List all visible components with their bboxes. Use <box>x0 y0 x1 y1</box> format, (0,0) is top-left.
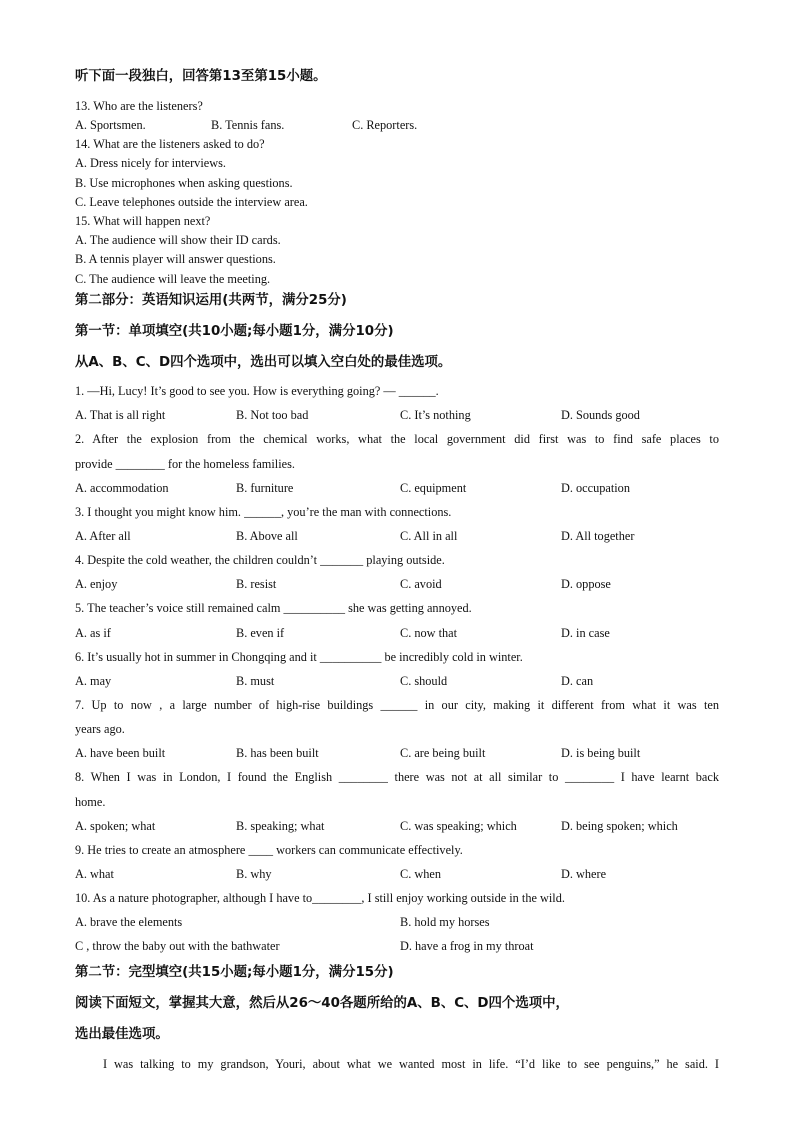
option-d: D. in case <box>561 626 610 640</box>
question-15-stem: 15. What will happen next? <box>75 214 211 228</box>
question-14-option-b: B. Use microphones when asking questions. <box>75 176 293 190</box>
option-c: C. now that <box>400 626 458 640</box>
section2-instruction-line2: 选出最佳选项。 <box>75 1027 169 1042</box>
listening-heading: 听下面一段独白，回答第13至第15小题。 <box>75 69 327 84</box>
mc-question-4-options <box>0 577 794 592</box>
option-a: A. spoken; what <box>75 819 156 833</box>
mc-question-2-options <box>0 481 794 496</box>
mc-question-2-stem-line2: provide ________ for the homeless families. <box>75 457 295 471</box>
option-c: C. was speaking; which <box>400 819 517 833</box>
option-d: D. have a frog in my throat <box>400 939 534 953</box>
option-b: B. must <box>236 674 275 688</box>
option-b: B. speaking; what <box>236 819 325 833</box>
mc-question-10-options-row1 <box>0 915 794 930</box>
option-d: D. All together <box>561 529 635 543</box>
option-d: D. Sounds good <box>561 408 640 422</box>
mc-question-1-options <box>0 408 794 423</box>
mc-question-1-stem: 1. —Hi, Lucy! It’s good to see you. How is everything going? — ______. <box>75 384 439 398</box>
option-a: A. enjoy <box>75 577 118 591</box>
option-c: C. Reporters. <box>352 118 418 132</box>
option-c: C. when <box>400 867 441 881</box>
question-15-option-a: A. The audience will show their ID cards. <box>75 233 281 247</box>
option-c: C. are being built <box>400 746 486 760</box>
mc-question-7-stem-line1: 7. Up to now , a large number of high-rise buildings ______ in our city, making it different from what it was ten <box>75 698 719 712</box>
option-c: C , throw the baby out with the bathwater <box>75 939 280 953</box>
option-d: D. oppose <box>561 577 611 591</box>
mc-question-10-stem: 10. As a nature photographer, although I have to________, I still enjoy working outside in the wild. <box>75 891 565 905</box>
mc-question-9-stem: 9. He tries to create an atmosphere ____ workers can communicate effectively. <box>75 843 463 857</box>
mc-question-3-stem: 3. I thought you might know him. ______, you’re the man with connections. <box>75 505 452 519</box>
option-b: B. hold my horses <box>400 915 490 929</box>
option-a: A. as if <box>75 626 111 640</box>
option-a: A. accommodation <box>75 481 169 495</box>
mc-question-5-stem: 5. The teacher’s voice still remained calm __________ she was getting annoyed. <box>75 601 472 615</box>
option-b: B. resist <box>236 577 277 591</box>
option-b: B. Above all <box>236 529 298 543</box>
mc-question-5-options <box>0 626 794 641</box>
mc-question-4-stem: 4. Despite the cold weather, the children couldn’t _______ playing outside. <box>75 553 445 567</box>
question-15-option-b: B. A tennis player will answer questions. <box>75 252 276 266</box>
question-15-option-c: C. The audience will leave the meeting. <box>75 272 271 286</box>
mc-question-8-options <box>0 819 794 834</box>
mc-question-8-stem-line2: home. <box>75 795 106 809</box>
option-d: D. being spoken; which <box>561 819 678 833</box>
option-c: C. All in all <box>400 529 458 543</box>
option-a: A. After all <box>75 529 131 543</box>
mc-question-8-stem-line1: 8. When I was in London, I found the English ________ there was not at all similar to ________ I have learnt back <box>75 770 719 784</box>
option-a: A. Sportsmen. <box>75 118 146 132</box>
section1-title: 第一节：单项填空(共10小题;每小题1分，满分10分) <box>75 324 394 339</box>
question-13-options <box>0 118 794 133</box>
option-a: A. what <box>75 867 114 881</box>
section2-instruction-line1: 阅读下面短文，掌握其大意，然后从26～40各题所给的A、B、C、D四个选项中， <box>75 996 569 1011</box>
mc-question-6-options <box>0 674 794 689</box>
option-b: B. why <box>236 867 272 881</box>
option-d: D. where <box>561 867 607 881</box>
option-c: C. equipment <box>400 481 467 495</box>
option-a: A. have been built <box>75 746 166 760</box>
question-13-stem: 13. Who are the listeners? <box>75 99 203 113</box>
section1-instruction: 从A、B、C、D四个选项中，选出可以填入空白处的最佳选项。 <box>75 355 452 370</box>
option-c: C. It’s nothing <box>400 408 471 422</box>
mc-question-6-stem: 6. It’s usually hot in summer in Chongqing and it __________ be incredibly cold in winter. <box>75 650 523 664</box>
option-b: B. Tennis fans. <box>211 118 285 132</box>
option-d: D. can <box>561 674 594 688</box>
option-b: B. furniture <box>236 481 294 495</box>
option-c: C. avoid <box>400 577 442 591</box>
option-c: C. should <box>400 674 448 688</box>
option-b: B. Not too bad <box>236 408 309 422</box>
mc-question-3-options <box>0 529 794 544</box>
option-b: B. even if <box>236 626 285 640</box>
mc-question-7-stem-line2: years ago. <box>75 722 125 736</box>
part2-title: 第二部分：英语知识运用(共两节，满分25分) <box>75 293 347 308</box>
mc-question-9-options <box>0 867 794 882</box>
passage-first-line: I was talking to my grandson, Youri, about what we wanted most in life. “I’d like to see penguins,” he said. I <box>103 1057 719 1071</box>
option-d: D. is being built <box>561 746 641 760</box>
option-a: A. That is all right <box>75 408 166 422</box>
option-d: D. occupation <box>561 481 630 495</box>
option-a: A. may <box>75 674 112 688</box>
mc-question-2-stem-line1: 2. After the explosion from the chemical works, what the local government did first was to find safe places to <box>75 432 719 446</box>
option-b: B. has been built <box>236 746 319 760</box>
mc-question-7-options <box>0 746 794 761</box>
option-a: A. brave the elements <box>75 915 183 929</box>
section2-title: 第二节：完型填空(共15小题;每小题1分，满分15分) <box>75 965 394 980</box>
question-14-option-c: C. Leave telephones outside the interview area. <box>75 195 308 209</box>
mc-question-10-options-row2 <box>0 939 794 954</box>
question-14-option-a: A. Dress nicely for interviews. <box>75 156 226 170</box>
question-14-stem: 14. What are the listeners asked to do? <box>75 137 265 151</box>
